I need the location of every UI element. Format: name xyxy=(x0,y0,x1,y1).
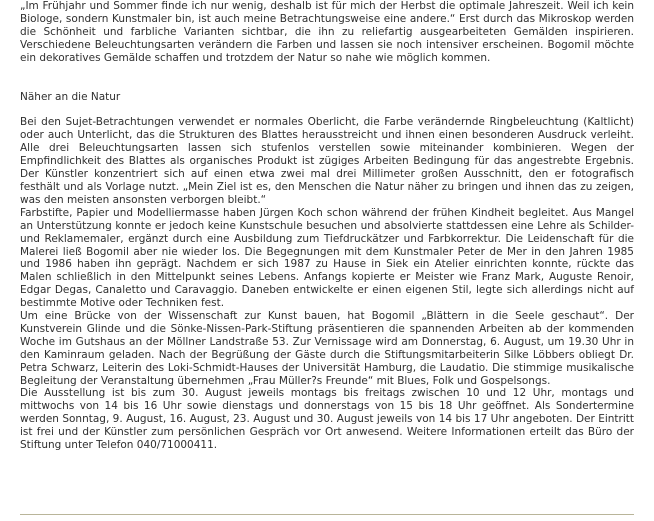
paragraph-biography: Farbstifte, Papier und Modelliermasse haben Jürgen Koch schon während der frühen Kindheit begleitet. Aus Mangel an Unterstützung konnte er jedoch keine Kunstschule besuchen und absolvierte stattdessen eine Lehre als Schilder- und Reklamemaler, ergänzt durch eine Ausbildung zum Tiefdruckätzer und Farbkorrektur. Die Leidenschaft für die Malerei ließ Bogomil aber nie wieder los. Die Begegnungen mit dem Kunstmaler Peter de Mer in den Jahren 1985 und 1986 haben ihn geprägt. Nachdem er sich 1987 zu Hause in Siek ein Atelier einrichten konnte, rückte das Malen schließlich in den Mittelpunkt seines Lebens. Anfangs kopierte er Meister wie Franz Mark, Auguste Renoir, Edgar Degas, Canaletto und Caravaggio. Daneben entwickelte er einen eigenen Stil, legte sich allerdings nicht auf bestimmte Motive oder Techniken fest. xyxy=(20,206,634,310)
spacer xyxy=(20,103,634,116)
intro-paragraph: „Im Frühjahr und Sommer finde ich nur wenig, deshalb ist für mich der Herbst die optimale Jahreszeit. Weil ich kein Biologe, sondern Kunstmaler bin, ist auch meine Betrachtungsweise eine andere.“ Erst durch das Mikroskop werden die Schönheit und farbliche Varianten sichtbar, die ihn zu reliefartig ausgearbeiteten Gemälden inspirieren. Verschiedene Beleuchtungsarten verändern die Farben und lassen sie noch intensiver erscheinen. Bogomil möchte ein dekoratives Gemälde schaffen und trotzdem der Natur so nahe wie möglich kommen. xyxy=(20,0,634,64)
paragraph-lighting: Bei den Sujet-Betrachtungen verwendet er normales Oberlicht, die Farbe verändernde Ringbeleuchtung (Kaltlicht) oder auch Unterlicht, das die Strukturen des Blattes herausstreicht und ihnen einen besonderen Ausdruck verleiht. Alle drei Beleuchtungsarten lassen sich stufenlos verstellen sowie miteinander kombinieren. Wegen der Empfindlichkeit des Blattes als organisches Produkt ist zügiges Arbeiten Bedingung für das angestrebte Ergebnis. Der Künstler konzentriert sich auf einen etwa zwei mal drei Millimeter großen Ausschnitt, den er fotografisch festhält und als Vorlage nutzt. „Mein Ziel ist es, den Menschen die Natur näher zu bringen und ihnen das zu zeigen, was den meisten ansonsten verborgen bleibt.“ xyxy=(20,116,634,206)
paragraph-exhibition: Um eine Brücke von der Wissenschaft zur Kunst bauen, hat Bogomil „Blättern in die Seele geschaut“. Der Kunstverein Glinde und die Sönke-Nissen-Park-Stiftung präsentieren die spannenden Arbeiten ab der kommenden Woche im Gutshaus an der Möllner Landstraße 53. Zur Vernissage wird am Donnerstag, 6. August, um 19.30 Uhr in den Kaminraum geladen. Nach der Begrüßung der Gäste durch die Stiftungsmitarbeiterin Silke Löbbers obliegt Dr. Petra Schwarz, Leiterin des Loki-Schmidt-Hauses der Universität Hamburg, die Laudatio. Die stimmige musikalische Begleitung der Veranstaltung übernehmen „Frau Müller?s Freunde“ mit Blues, Folk und Gospelsongs. xyxy=(20,310,634,387)
bottom-divider xyxy=(20,514,634,515)
section-heading: Näher an die Natur xyxy=(20,90,121,103)
paragraph-opening-hours: Die Ausstellung ist bis zum 30. August jeweils montags bis freitags zwischen 10 und 12 Uhr, montags und mittwochs von 14 bis 16 Uhr sowie dienstags und donnerstags von 15 bis 18 Uhr geöffnet. Als Sondertermine werden Sonntag, 9. August, 16. August, 23. August und 30. August jeweils von 14 bis 17 Uhr angeboten. Der Eintritt ist frei und der Künstler zum persönlichen Gespräch vor Ort anwesend. Weitere Informationen erteilt das Büro der Stiftung unter Telefon 040/71000411. xyxy=(20,387,634,452)
article-body xyxy=(20,0,634,452)
spacer xyxy=(20,65,634,91)
